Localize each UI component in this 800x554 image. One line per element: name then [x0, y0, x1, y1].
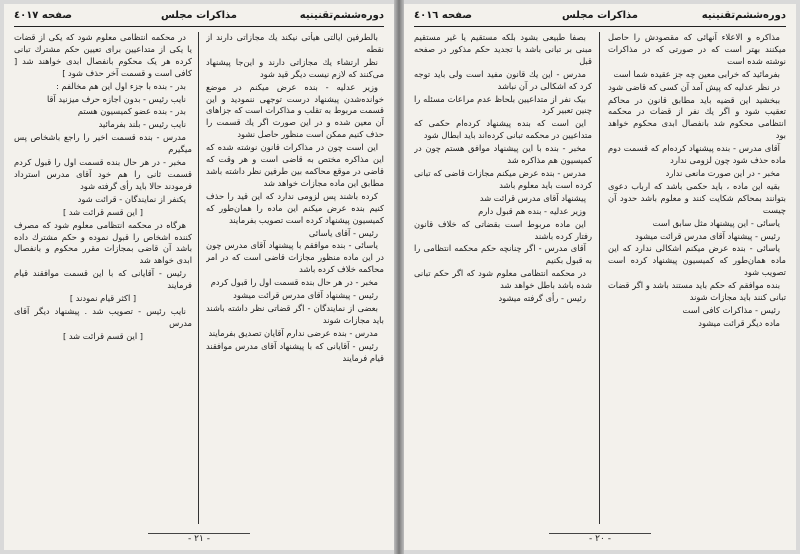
right-page — [404, 4, 796, 550]
left-page — [4, 4, 394, 550]
paragraph: رئیس - آقای یاسائی — [308, 227, 378, 238]
left-page-number: - ۲۱ - — [4, 534, 394, 544]
paragraph: مدرس - بنده قسمت اخیر را راجع باشخاص پس میگیرم — [14, 132, 192, 155]
paragraph: یاسائی - بنده عرض میکنم اشکالی ندارد که این ماده همان‌طور که کمیسیون پیشنهاد کرده است تصویب شود — [608, 243, 786, 278]
left-page-left-column — [14, 32, 192, 524]
paragraph: وزیر عدلیه - بنده عرض میکنم در موضع خوانده‌شدن پیشنهاد درست توجهی ننمودید و این قسمت مربوط به تقلب و مذاکرات است که جزاهای آن معین شده و در این صورت اگر یك قسمت را حذف کنیم ممکن است منظور حاصل نشود — [206, 81, 384, 140]
paragraph: رئیس - پیشنهاد آقای مدرس قرائت میشود — [635, 230, 780, 241]
paragraph: نایب رئیس - بلند بفرمائید — [98, 119, 186, 130]
paragraph: هرگاه در محکمه انتظامی معلوم شود که مصرف کننده اشخاص را قبول نموده و حکم مشترك داده باشد آن قاضی بمجازات مقرر محکوم و بانفصال ابدی خواهد شد — [14, 219, 192, 266]
paragraph: پیشنهاد آقای مدرس قرائت شد — [479, 192, 586, 203]
paragraph: بقیه این ماده ، باید حکمی باشد که ارباب دعوی بتوانند بمحاکم شکایت کنند و معلوم باشد حدود آن چیست — [608, 180, 786, 215]
paragraph: مذاکره و الاعلاء آنهائی که مقصودش را حاصل میکنند بهتر است که در صورتی که در مذاکرات نوشته شده است — [608, 32, 786, 66]
paragraph: بدر - بنده با جزء اول این هم مخالفم : — [56, 80, 186, 91]
right-page-right-column — [608, 32, 786, 524]
paragraph: این ماده مربوط است بقضاتی که خلاف قانون رفتار کرده باشند — [414, 218, 592, 241]
header-page-label: صفحه ٤٠١٧ — [14, 10, 73, 21]
paragraph: آقای مدرس - بنده پیشنهاد کرده‌ام که قسمت دوم ماده حذف شود چون لزومی ندارد — [608, 143, 786, 166]
paragraph: [ اکثر قیام نمودند ] — [69, 293, 137, 304]
paragraph: بدر - بنده عضو کمیسیون هستم — [77, 106, 186, 117]
left-page-header — [14, 10, 384, 26]
paragraph: [ این قسم قرائت شد ] — [62, 206, 144, 217]
paragraph: این است که بنده پیشنهاد کرده‌ام حکمی که متداعیین در محکمه تبانی کرده‌اند باید ابطال شود — [414, 118, 592, 141]
header-title: مذاکرات مجلس — [160, 10, 238, 21]
paragraph: بصفا طبیعی بشود بلکه مستقیم یا غیر مستقیم مبنی بر تبانی باشد با تجدید حکم مذکور در صفحه قبل — [414, 32, 592, 66]
paragraph: در محکمه انتظامی معلوم شود که یکی از قضات یا یکی از متداعیین برای تعیین حکم مشترك تبانی کرده هر یک محکوم بانفصال ابدی خواهند شد [ کافی است و قسمت آخر حذف شود ] — [14, 32, 192, 78]
paragraph: مخبر - بنده با این پیشنهاد موافق هستم چون در کمیسیون هم مذاکره شد — [414, 143, 592, 166]
paragraph: [ این قسم قرائت شد ] — [62, 330, 144, 341]
paragraph: ببخشید این قضیه باید مطابق قانون در محاکم تعقیب شود و اگر یك نفر از قضات در محکمه انتظامی محکوم شد بانفصال ابدی محکوم خواهد بود — [608, 94, 786, 141]
paragraph: یاسائی - این پیشنهاد مثل سابق است — [652, 217, 780, 228]
paragraph: وزیر عدلیه - بنده هم قبول دارم — [478, 205, 586, 216]
paragraph: مخبر - در هر حال بنده قسمت اول را قبول کردم — [210, 277, 378, 288]
right-page-number: - ۲۰ - — [404, 534, 796, 544]
paragraph: در نظر عدلیه که پیش آمد آن کسی که قاضی شود — [608, 81, 780, 92]
header-rule — [414, 26, 786, 27]
column-divider — [198, 32, 199, 524]
left-page-right-column — [206, 32, 384, 524]
paragraph: رئیس - مذاکرات کافی است — [682, 304, 780, 315]
right-page-left-column — [414, 32, 592, 524]
paragraph: رئیس - رأی گرفته میشود — [498, 293, 586, 304]
paragraph: ماده دیگر قرائت میشود — [698, 317, 780, 328]
paragraph: بیک نفر از متداعیین بلحاظ عدم مراعات مسئله را چنین تعبیر کرد — [414, 93, 592, 116]
paragraph: رئیس - آقایانی که با پیشنهاد آقای مدرس موافقند قیام فرمایند — [206, 340, 384, 363]
paragraph: آقای مدرس - اگر چنانچه حکم محکمه انتظامی را به قبول بکنیم — [414, 243, 592, 266]
paragraph: بفرمائید که خرابی معین چه جز عقیده شما است — [613, 68, 780, 79]
column-divider — [599, 32, 600, 524]
book-gutter — [394, 0, 404, 554]
paragraph: مدرس - بنده عرض میکنم مجازات قاضی که تبانی کرده است باید معلوم باشد — [414, 167, 592, 190]
paragraph: نظر ارتشاء یك مجازاتی دارند و این‌جا پیشنهاد می‌کنند که لازم نیست دیگر قید شود — [206, 56, 384, 79]
paragraph: یکنفر از نمایندگان - قرائت شود — [77, 193, 186, 204]
paragraph: رئیس - آقایانی که با این قسمت موافقند قیام فرمایند — [14, 268, 192, 291]
header-session: دوره‌ششم‌تقنینیه — [299, 10, 384, 21]
paragraph: بعضی از نمایندگان - اگر قضاتی نظر داشته باشند باید مجازات شوند — [206, 302, 384, 325]
paragraph: یاسائی - بنده موافقم با پیشنهاد آقای مدرس چون در این ماده منظور مجازات قاضی است که در امر محاکمه خلاف کرده باشد — [206, 240, 384, 275]
paragraph: بنده موافقم که حکم باید مستند باشد و اگر قضات تبانی کنند باید مجازات شوند — [608, 280, 786, 303]
paragraph: در محکمه انتظامی معلوم شود که اگر حکم تبانی شده باشد باطل خواهد شد — [414, 268, 592, 291]
paragraph: مخبر - در هر حال بنده قسمت اول را قبول کردم قسمت ثانی را هم خود آقای مدرس استرداد فرمودند حالا باید رأی گرفته شود — [14, 157, 192, 191]
header-page-label: صفحه ٤٠١٦ — [414, 10, 473, 21]
paragraph: بالطرفین ایالتی هیأتی نیکند یك مجازاتی دارند از نقطه — [206, 32, 384, 54]
paragraph: مدرس - بنده عرضی ندارم آقایان تصدیق بفرمایند — [208, 327, 378, 338]
paragraph: رئیس - پیشنهاد آقای مدرس قرائت میشود — [233, 290, 378, 301]
right-page-header — [414, 10, 786, 26]
paragraph: نایب رئیس - تصویب شد . پیشنهاد دیگر آقای مدرس — [14, 305, 192, 328]
header-rule — [14, 26, 384, 27]
paragraph: این است چون در مذاکرات قانون نوشته شده که این مذاکره مختص به قاضی است و هر وقت که قاضی در موقع محاکمه بین طرفین نظر داشته باشد مطابق این ماده مجازات خواهد شد — [206, 142, 384, 188]
paragraph: مدرس - این یك قانون مفید است ولی باید توجه کرد که اشکالی در آن نباشد — [414, 68, 592, 91]
header-session: دوره‌ششم‌تقنینیه — [701, 10, 786, 21]
paragraph: کرده باشند پس لزومی ندارد که این قید را حذف کنیم بنده عرض میکنم این ماده را همان‌طور که کمیسیون پیشنهاد کرده است تصویب بفرمایند — [206, 190, 384, 225]
paragraph: نایب رئیس - بدون اجازه حرف میزنید آقا — [46, 93, 186, 104]
header-title: مذاکرات مجلس — [561, 10, 639, 21]
paragraph: مخبر - در این صورت مانعی ندارد — [665, 167, 780, 178]
